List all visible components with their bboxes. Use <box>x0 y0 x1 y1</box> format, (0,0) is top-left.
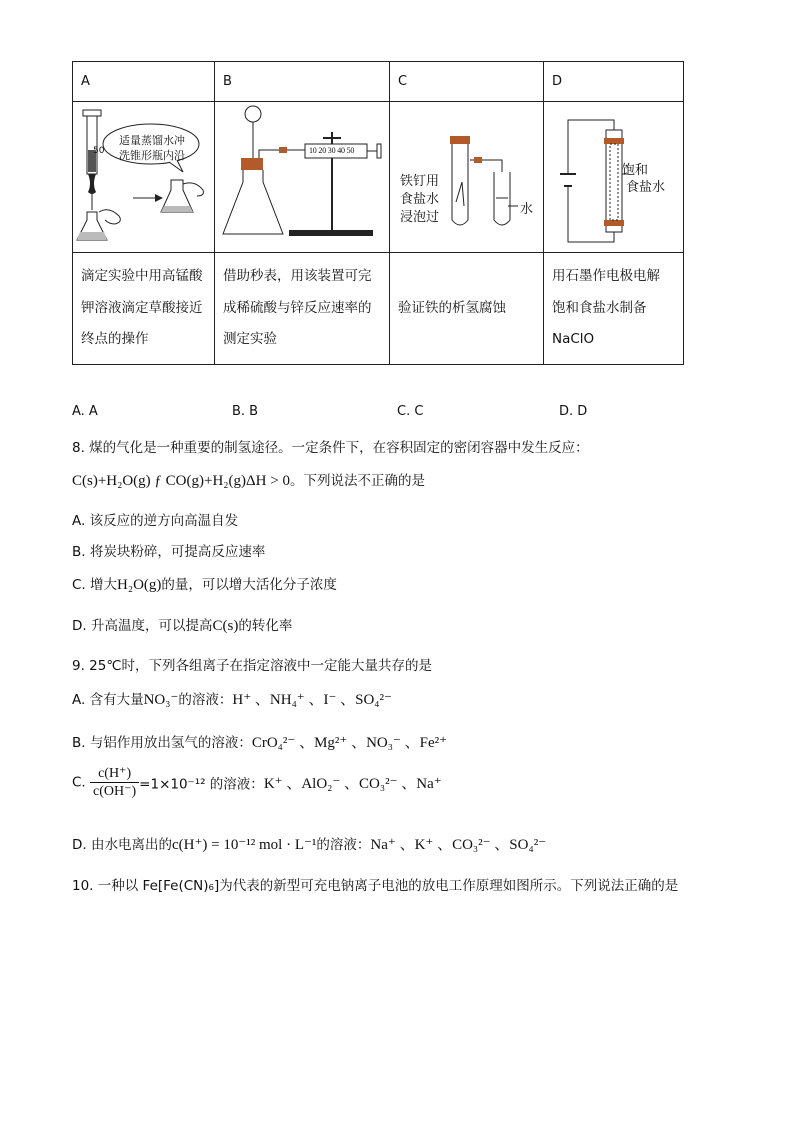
header-b: B <box>215 62 390 102</box>
q8-tail: 。下列说法不正确的是 <box>289 473 425 489</box>
q9-a-ion: NO₃⁻ <box>143 692 179 708</box>
header-c: C <box>390 62 544 102</box>
q9-c-label: C. <box>72 774 86 791</box>
q8-equation: C(s)+H₂O(g) ƒ CO(g)+H₂(g)ΔH > 0 <box>72 473 290 489</box>
desc-a-line: 终点的操作 <box>81 331 149 347</box>
desc-d-line: NaClO <box>552 331 595 347</box>
nail-label-1: 铁钉用 <box>400 174 440 189</box>
desc-a-line: 滴定实验中用高锰酸 <box>81 268 203 284</box>
q9-d-expr: c(H⁺) = 10⁻¹² mol · L⁻¹ <box>171 837 317 853</box>
desc-b-line: 借助秒表，用该装置可完 <box>223 268 372 284</box>
desc-a <box>73 253 215 365</box>
figure-c-corrosion <box>390 102 544 253</box>
figure-b-syringe-apparatus <box>215 102 390 253</box>
table-header-row <box>73 62 684 102</box>
syringe-apparatus-illustration <box>215 102 390 252</box>
syringe-scale: 10 20 30 40 50 <box>309 146 355 155</box>
desc-b <box>215 253 390 365</box>
q8-d-formula: C(s) <box>212 618 239 634</box>
titration-illustration <box>73 102 215 252</box>
q8-c-formula: H₂O(g) <box>117 577 162 593</box>
q9-d-pre: D. 由水电离出的 <box>72 837 172 853</box>
q8-equation-line <box>72 469 425 490</box>
desc-b-line: 成稀硫酸与锌反应速率的 <box>223 299 372 316</box>
q8-option-a[interactable]: A. 该反应的逆方向高温自发 <box>72 513 239 529</box>
q8-d-pre: D. 升高温度，可以提高 <box>72 618 213 634</box>
q9-option-c[interactable] <box>72 765 442 800</box>
q9-option-d[interactable] <box>72 833 546 854</box>
bubble-text-1: 适量蒸馏水冲 <box>119 134 185 147</box>
desc-a-line: 钾溶液滴定草酸接近 <box>81 299 203 316</box>
figure-d-electrolysis <box>544 102 684 253</box>
q9-c-fraction <box>90 765 139 800</box>
brine-label-1: 饱和 <box>622 163 649 178</box>
table-figure-row <box>73 102 684 253</box>
q8-option-c[interactable] <box>72 573 337 594</box>
q7-option-d[interactable]: D. D <box>559 404 588 419</box>
q9-a-mid: 的溶液： <box>178 692 233 708</box>
q9-b-ions: CrO₄²⁻ 、Mg²⁺ 、NO₃⁻ 、Fe²⁺ <box>251 735 448 751</box>
q7-option-c[interactable]: C. C <box>397 404 424 419</box>
nail-label-3: 浸泡过 <box>400 210 440 225</box>
q8-option-d[interactable] <box>72 614 292 635</box>
q9-option-a[interactable] <box>72 688 392 709</box>
q9-c-ions: K⁺ 、AlO₂⁻ 、CO₃²⁻ 、Na⁺ <box>263 776 442 792</box>
table-desc-row <box>73 253 684 365</box>
q9-a-ions: H⁺ 、NH₄⁺ 、I⁻ 、SO₄²⁻ <box>232 692 392 708</box>
q8-stem: 8. 煤的气化是一种重要的制氢途径。一定条件下，在容积固定的密闭容器中发生反应： <box>72 440 589 456</box>
q7-option-a[interactable]: A. A <box>72 404 98 419</box>
header-d: D <box>544 62 684 102</box>
experiment-table <box>72 61 684 365</box>
brine-label-2: 食盐水 <box>626 180 666 195</box>
q7-option-b[interactable]: B. B <box>232 404 259 419</box>
q10-stem: 10. 一种以 Fe[Fe(CN)₆]为代表的新型可充电钠离子电池的放电工作原理如图所示。下列说法正确的是 <box>72 878 679 894</box>
bubble-text-2: 洗锥形瓶内沿 <box>119 149 185 162</box>
q8-d-post: 的转化率 <box>238 618 293 634</box>
q9-stem: 9. 25℃时，下列各组离子在指定溶液中一定能大量共存的是 <box>72 658 433 674</box>
desc-b-line: 测定实验 <box>223 331 277 347</box>
q8-c-post: 的量，可以增大活化分子浓度 <box>161 577 337 593</box>
fraction-denominator: c(OH⁻) <box>93 784 137 799</box>
nail-label-2: 食盐水 <box>400 192 440 207</box>
water-label: 水 <box>520 202 534 217</box>
figure-a-titration <box>73 102 215 253</box>
desc-d-line: 饱和食盐水制备 <box>552 299 647 316</box>
q8-option-b[interactable]: B. 将炭块粉碎，可提高反应速率 <box>72 544 266 560</box>
header-a: A <box>73 62 215 102</box>
q9-option-b[interactable] <box>72 731 447 752</box>
burette-mark: 50 <box>93 146 105 156</box>
q8-c-pre: C. 增大 <box>72 577 118 593</box>
desc-d <box>544 253 684 365</box>
desc-c-line: 验证铁的析氢腐蚀 <box>398 299 506 316</box>
q9-b-pre: B. 与铝作用放出氢气的溶液： <box>72 735 252 751</box>
q9-a-pre: A. 含有大量 <box>72 692 144 708</box>
desc-c <box>390 253 544 365</box>
desc-d-line: 用石墨作电极电解 <box>552 268 660 284</box>
fraction-numerator: c(H⁺) <box>90 765 139 783</box>
q9-c-eq: =1×10⁻¹² 的溶液： <box>139 776 264 793</box>
q9-d-ions: Na⁺ 、K⁺ 、CO₃²⁻ 、SO₄²⁻ <box>370 837 547 853</box>
q9-d-mid: 的溶液： <box>316 837 371 853</box>
